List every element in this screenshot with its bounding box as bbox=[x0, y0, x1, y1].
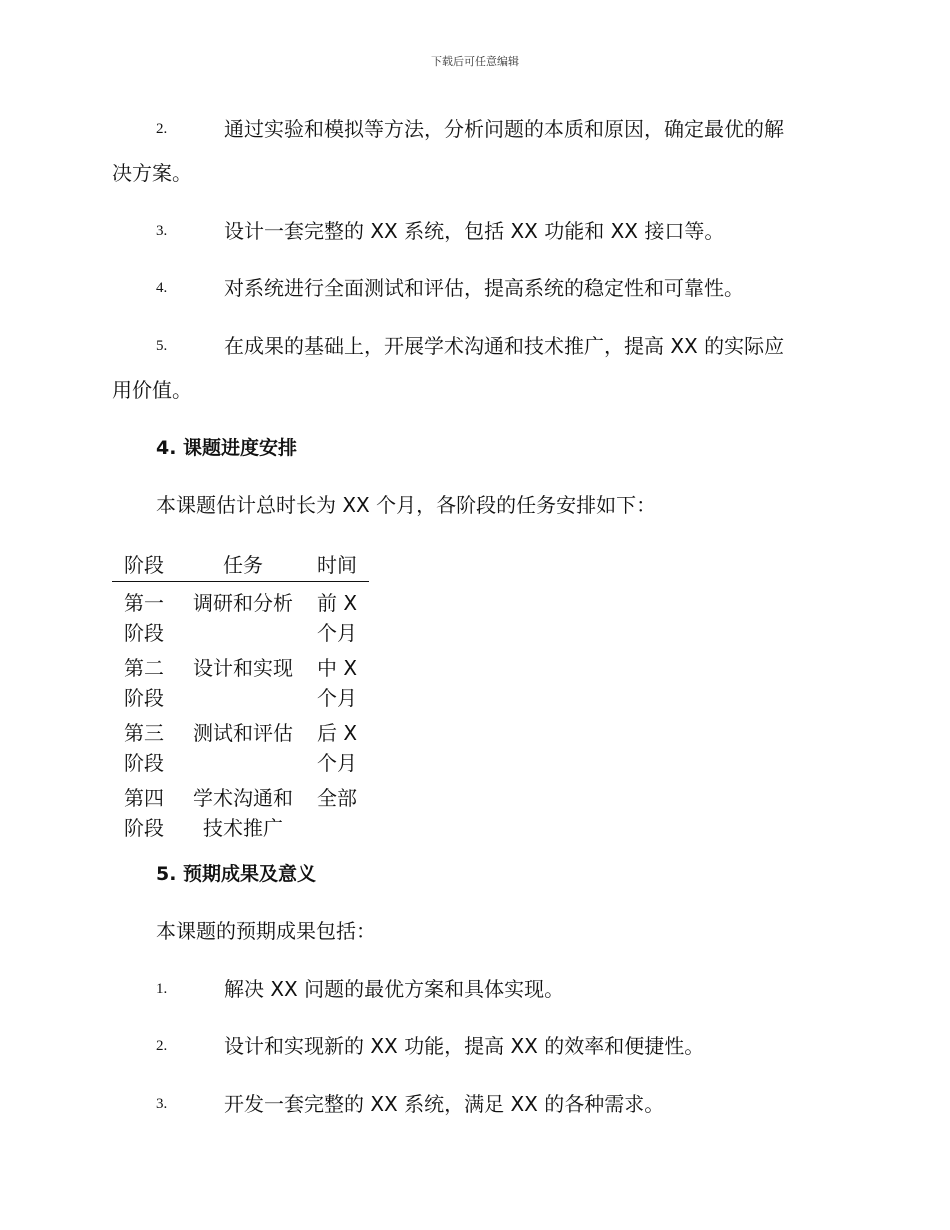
table-row bbox=[112, 712, 369, 777]
list-text-continued: 决方案。 bbox=[112, 161, 192, 185]
section-heading: 4. 课题进度安排 bbox=[156, 437, 298, 459]
cell-time: 后 X 个月 bbox=[316, 721, 358, 775]
section-intro: 本课题估计总时长为 XX 个月，各阶段的任务安排如下： bbox=[156, 493, 657, 517]
cell-stage: 第三 阶段 bbox=[124, 721, 164, 775]
table-row bbox=[112, 777, 369, 842]
list-text-continued: 用价值。 bbox=[112, 378, 192, 402]
cell-stage: 第二 阶段 bbox=[124, 656, 164, 710]
list-text: 对系统进行全面测试和评估，提高系统的稳定性和可靠性。 bbox=[224, 276, 744, 300]
list-number: 3. bbox=[156, 1096, 168, 1112]
list-item bbox=[112, 324, 838, 412]
cell-task: 学术沟通和 技术推广 bbox=[193, 786, 293, 840]
table-row bbox=[112, 582, 369, 647]
list-item bbox=[112, 1082, 838, 1126]
list-text: 设计和实现新的 XX 功能，提高 XX 的效率和便捷性。 bbox=[224, 1034, 705, 1058]
cell-stage: 第四 阶段 bbox=[124, 786, 164, 840]
list-item bbox=[112, 209, 838, 253]
list-text: 设计一套完整的 XX 系统，包括 XX 功能和 XX 接口等。 bbox=[224, 219, 725, 243]
list-number: 3. bbox=[156, 223, 168, 239]
section-heading: 5. 预期成果及意义 bbox=[156, 863, 317, 885]
list-text: 解决 XX 问题的最优方案和具体实现。 bbox=[224, 977, 565, 1001]
list-text: 在成果的基础上，开展学术沟通和技术推广，提高 XX 的实际应 bbox=[224, 334, 785, 358]
table-header bbox=[112, 548, 369, 582]
list-number: 4. bbox=[156, 280, 168, 296]
list-item bbox=[112, 107, 838, 195]
header-stage: 阶段 bbox=[124, 553, 164, 577]
cell-task: 设计和实现 bbox=[193, 656, 293, 680]
header-task: 任务 bbox=[223, 553, 263, 577]
cell-stage: 第一 阶段 bbox=[124, 591, 164, 645]
header-time: 时间 bbox=[317, 553, 357, 577]
page-header: 下载后可任意编辑 bbox=[431, 55, 519, 68]
cell-time: 前 X 个月 bbox=[316, 591, 358, 645]
schedule-table bbox=[112, 548, 369, 842]
list-text: 通过实验和模拟等方法，分析问题的本质和原因，确定最优的解 bbox=[224, 117, 784, 141]
list-number: 5. bbox=[156, 338, 168, 354]
list-number: 2. bbox=[156, 1038, 168, 1054]
list-item bbox=[112, 967, 838, 1011]
list-item bbox=[112, 1024, 838, 1068]
list-item bbox=[112, 266, 838, 310]
list-text: 开发一套完整的 XX 系统，满足 XX 的各种需求。 bbox=[224, 1092, 665, 1116]
section-intro: 本课题的预期成果包括： bbox=[156, 919, 376, 943]
cell-task: 测试和评估 bbox=[193, 721, 293, 745]
cell-task: 调研和分析 bbox=[193, 591, 293, 615]
list-number: 1. bbox=[156, 981, 168, 997]
table-row bbox=[112, 647, 369, 712]
cell-time: 全部 bbox=[317, 786, 357, 810]
list-number: 2. bbox=[156, 121, 168, 137]
cell-time: 中 X 个月 bbox=[316, 656, 358, 710]
